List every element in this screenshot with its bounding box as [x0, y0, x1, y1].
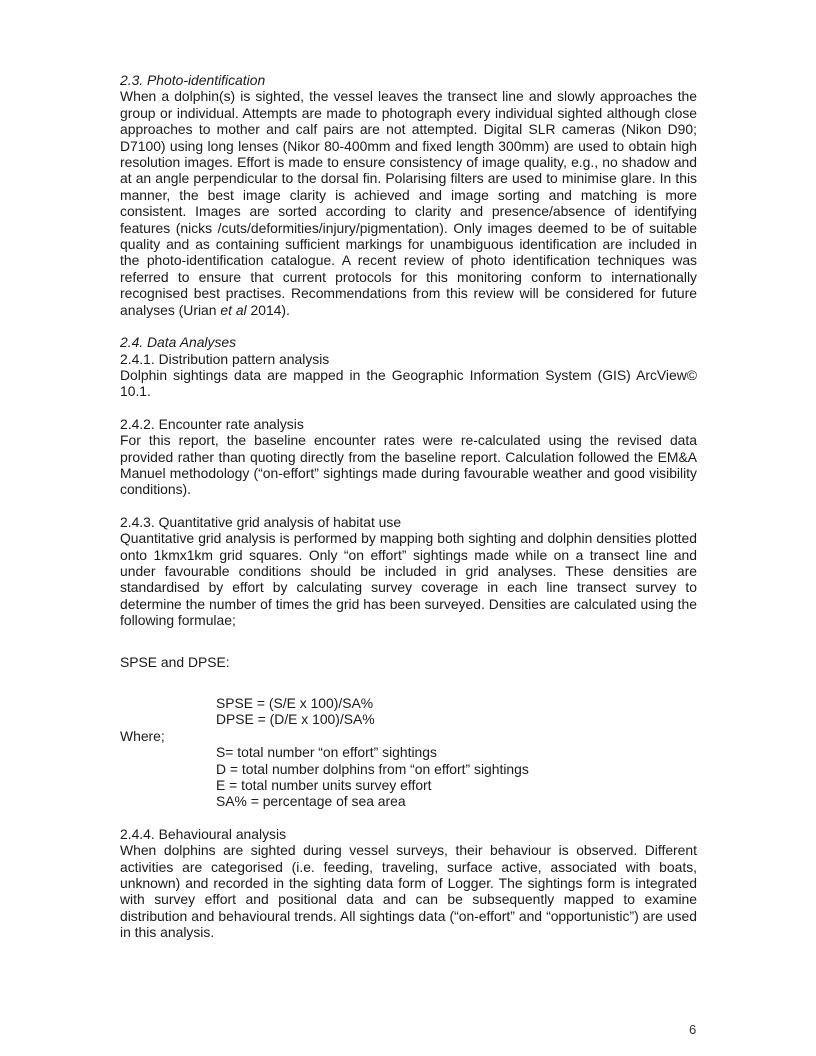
spacer — [120, 498, 697, 514]
subsection-title-grid-analysis: 2.4.3. Quantitative grid analysis of habitat use — [120, 513, 402, 530]
paragraph-text-end: 2014). — [246, 301, 290, 318]
paragraph-distribution: Dolphin sightings data are mapped in the Geographic Information System (GIS) ArcView© 10.1. — [120, 366, 697, 400]
formula-dpse: DPSE = (D/E x 100)/SA% — [216, 711, 375, 728]
paragraph-behavioural: When dolphins are sighted during vessel surveys, their behaviour is observed. Different activities are categorised (i.e. feeding, traveling, surface active, associated with boats, unknown) and recorded in the sighting data form of Logger. The sightings form is integrated with survey effort and positional data and can be subsequently mapped to examine distribution and behavioural trends. All sightings data (“on-effort” and “opportunistic”) are used in this analysis. — [120, 842, 697, 941]
page-number: 6 — [689, 1022, 697, 1037]
subsection-title-distribution: 2.4.1. Distribution pattern analysis — [120, 350, 330, 367]
spacer — [120, 318, 697, 334]
definition-e: E = total number units survey effort — [216, 777, 432, 794]
where-label: Where; — [120, 727, 165, 744]
paragraph-photo-identification — [120, 88, 697, 318]
formula-spse: SPSE = (S/E x 100)/SA% — [216, 695, 374, 711]
definition-sa: SA% = percentage of sea area — [216, 793, 406, 810]
definition-s: S= total number “on effort” sightings — [216, 744, 437, 761]
paragraph-encounter-rate: For this report, the baseline encounter rates were re-calculated using the revised data provided rather than quoting directly from the baseline report. Calculation followed the EM&A Manuel methodology (“on-effort” sightings made during favourable weather and good visibility conditions). — [120, 432, 697, 498]
spacer — [120, 810, 697, 826]
italic-citation: et al — [220, 301, 247, 318]
subsection-title-behavioural: 2.4.4. Behavioural analysis — [120, 825, 287, 842]
text-column — [120, 72, 697, 941]
formula-label: SPSE and DPSE: — [120, 653, 230, 670]
subsection-title-encounter-rate: 2.4.2. Encounter rate analysis — [120, 415, 304, 432]
section-heading-data-analyses: 2.4. Data Analyses — [120, 334, 237, 351]
definition-d: D = total number dolphins from “on effort” sightings — [216, 760, 529, 777]
spacer — [120, 629, 697, 654]
spacer — [120, 670, 697, 695]
spacer — [120, 400, 697, 416]
paragraph-grid-analysis: Quantitative grid analysis is performed by mapping both sighting and dolphin densities plotted onto 1kmx1km grid squares. Only “on effort” sightings made while on a transect line and under favourable conditions should be included in grid analyses. These densities are standardised by effort by calculating survey coverage in each line transect survey to determine the number of times the grid has been surveyed. Densities are calculated using the following formulae; — [120, 530, 697, 629]
paragraph-text: When a dolphin(s) is sighted, the vessel leaves the transect line and slowly approaches the group or individual. Attempts are made to photograph every individual sighted although close approaches to mother and calf pairs are not attempted. Digital SLR cameras (Nikon D90; D7100) using long lenses (Nikor 80-400mm and fixed length 300mm) are used to obtain high resolution images. Effort is made to ensure consistency of image quality, e.g., no shadow and at an angle perpendicular to the dorsal fin. Polarising filters are used to minimise glare. In this manner, the best image clarity is achieved and image sorting and matching is more consistent. Images are sorted according to clarity and presence/absence of identifying features (nicks /cuts/deformities/injury/pigmentation). Only images deemed to be of suitable quality and as containing sufficient markings for unambiguous identification are included in the photo-identification catalogue. A recent review of photo identification techniques was referred to ensure that current protocols for this monitoring conform to internationally recognised best practises. Recommendations from this review will be considered for future analyses (Urian — [120, 88, 697, 318]
section-heading-photo-identification: 2.3. Photo-identification — [120, 72, 266, 88]
